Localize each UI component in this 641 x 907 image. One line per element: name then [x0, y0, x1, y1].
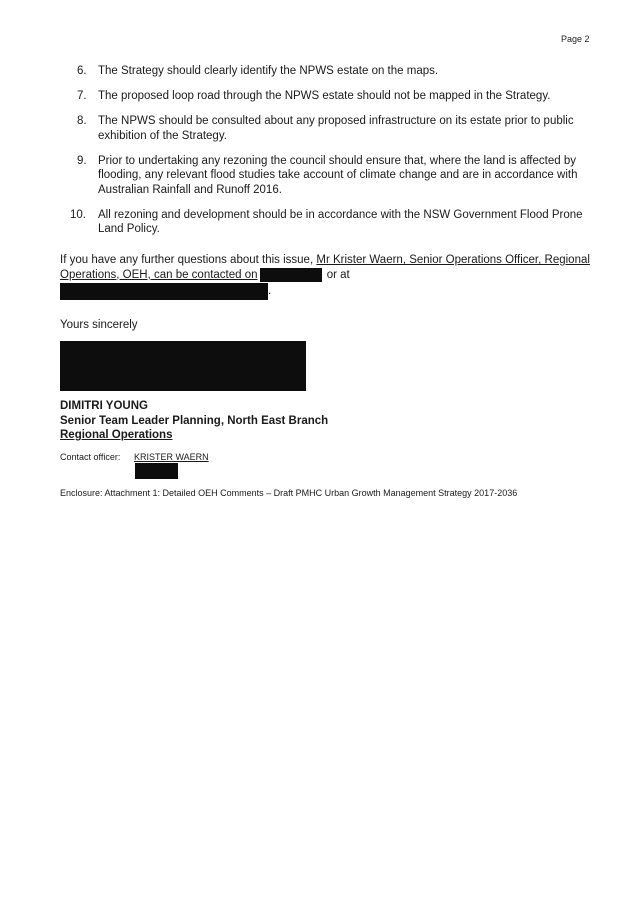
signatory-name: DIMITRI YOUNG [60, 400, 148, 412]
item-text: The Strategy should clearly identify the NPWS estate on the maps. [98, 65, 439, 77]
signatory-division: Regional Operations [60, 429, 173, 441]
list-item [56, 114, 596, 143]
contact-text-lead: If you have any further questions about this issue, [60, 254, 317, 266]
page-number: Page 2 [561, 34, 590, 44]
item-number: 6. [77, 65, 87, 77]
redacted-email [60, 283, 268, 300]
recommendations-list [56, 64, 596, 247]
contact-text-underlined: Mr Krister Waern, Senior Operations Officer, Regional Operations, OEH, can be contacted on [60, 254, 590, 281]
item-number: 10. [70, 208, 86, 221]
contact-officer-label: Contact officer: [60, 452, 121, 462]
contact-officer [60, 451, 209, 463]
list-item [56, 89, 596, 104]
item-number: 7. [77, 90, 87, 102]
redacted-signature [60, 341, 306, 391]
list-item [56, 208, 596, 237]
enclosure-note: Enclosure: Attachment 1: Detailed OEH Comments – Draft PMHC Urban Growth Management Strategy 2017-2036 [60, 488, 518, 498]
contact-text-or: or at [323, 268, 350, 281]
list-item [56, 154, 596, 198]
contact-officer-name: KRISTER WAERN [134, 452, 209, 462]
redacted-officer-detail [135, 463, 178, 479]
contact-text-end: . [268, 285, 272, 298]
item-text: The NPWS should be consulted about any proposed infrastructure on its estate prior to public exhibition of the Strategy. [98, 115, 574, 142]
list-item [56, 64, 596, 79]
item-text: The proposed loop road through the NPWS estate should not be mapped in the Strategy. [98, 90, 551, 102]
closing-salutation: Yours sincerely [60, 319, 138, 331]
item-text: All rezoning and development should be in accordance with the NSW Government Flood Prone Land Policy. [98, 208, 583, 235]
signatory-block [60, 399, 328, 443]
contact-paragraph [60, 253, 590, 300]
item-number: 8. [77, 115, 87, 127]
item-text: Prior to undertaking any rezoning the council should ensure that, where the land is affected by flooding, any relevant flood studies take account of climate change and are in accordance with Australian Rainfall and Runoff 2016. [98, 154, 578, 196]
signatory-title: Senior Team Leader Planning, North East Branch [60, 414, 329, 427]
redacted-phone [260, 268, 322, 282]
item-number: 9. [77, 154, 87, 167]
